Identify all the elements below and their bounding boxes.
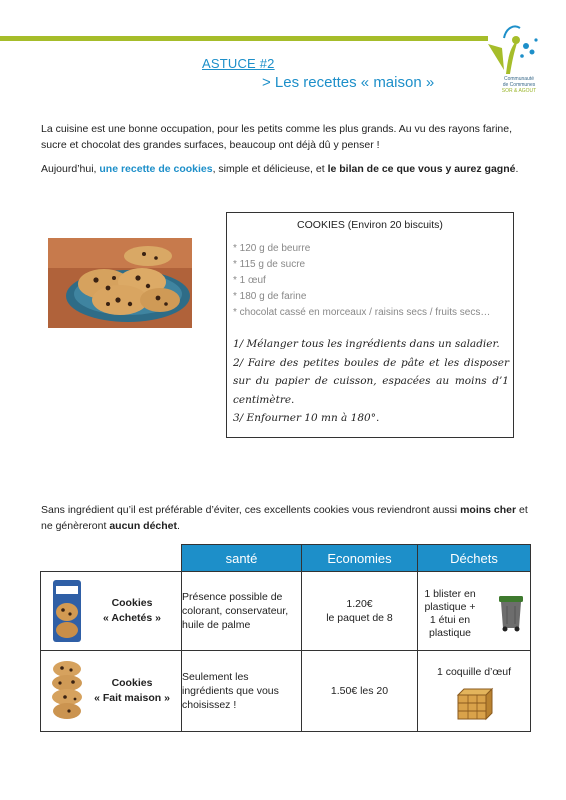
intro-p2-bold: le bilan de ce que vous y aurez gagné [327,163,516,175]
outro-start: Sans ingrédient qu’il est préférable d’éviter, ces excellents cookies vous reviendront aussi [41,504,461,516]
table-header-dechets: Déchets [418,545,531,572]
outro-mid: et ne génèreront [41,504,528,532]
recipe-link-text: une recette de cookies [99,163,213,175]
ingredient-item: * chocolat cassé en morceaux / raisins secs / fruits secs… [233,307,491,318]
ingredient-item: * 120 g de beurre [233,243,311,254]
intro-p2-mid: , simple et délicieuse, et [212,163,328,175]
ingredient-item: * 1 œuf [233,275,266,286]
logo-line-3: SOR & AGOUT [501,88,537,94]
economies-cell [302,572,418,651]
compost-crate-icon [456,687,494,721]
page-title: > Les recettes « maison » [262,74,435,91]
recipe-step: 2/ Faire des petites boules de pâte et les disposer sur du papier de cuisson, espacées au moins d’1 centimètre. [233,356,509,406]
homemade-cookie-stack-image [51,657,83,723]
dechets-line: plastique + [424,601,476,613]
row-label-purchased [87,572,177,650]
recipe-title: COOKIES (Environ 20 biscuits) [297,219,443,231]
store-cookie-pack-image [51,578,83,644]
comparison-table [40,544,531,732]
row-label-homemade [87,651,177,731]
dechets-cell [418,572,531,651]
intro-p2-start: Aujourd’hui, [41,163,100,175]
conclusion-paragraph [41,502,531,534]
logo-line-2: de Communes [502,82,536,88]
row-label-cell [41,572,182,651]
table-row [41,651,531,732]
sante-cell: Présence possible de colorant, conservateur, huile de palme [182,572,302,651]
dechets-line: plastique [428,627,472,639]
recipe-step: 3/ Enfourner 10 mn à 180°. [233,412,380,424]
dechets-cell [418,651,531,732]
table-header-economies: Economies [302,545,418,572]
trash-bin-icon [498,594,524,632]
row-label-line: Cookies [111,677,153,689]
ingredient-item: * 115 g de sucre [233,259,306,270]
outro-bold-cheaper: moins cher [460,504,517,516]
ingredient-item: * 180 g de farine [233,291,307,302]
header-green-bar [0,36,488,41]
table-row [41,572,531,651]
outro-end: . [177,520,180,532]
intro-p2-end: . [515,163,519,175]
economies-line: 1.20€ [346,598,373,610]
economies-line: 1.50€ les 20 [330,685,389,697]
intro-paragraph: La cuisine est une bonne occupation, pour les petits comme les plus grands. Au vu des rayons farine, sucre et chocolat des grandes surfaces, beaucoup ont déjà dû y penser ! [41,123,513,151]
row-label-cell [41,651,182,732]
row-label-wrap [41,572,181,650]
row-label-wrap [41,651,181,731]
row-label-line: « Achetés » [103,612,161,624]
cookie-plate-photo [48,238,192,328]
dechets-line: 1 étui en [429,614,471,626]
table-header-blank [41,545,182,572]
intro-highlight-paragraph [41,161,531,177]
recipe-box [226,212,514,438]
outro-bold-no-waste: aucun déchet [109,520,177,532]
sante-cell: Seulement les ingrédients que vous choisissez ! [182,651,302,732]
logo-caption [482,76,556,94]
economies-cell [302,651,418,732]
dechets-text [420,588,480,640]
economies-line: le paquet de 8 [326,612,393,624]
dechets-line: 1 blister en [424,588,476,600]
table-header-row [41,545,531,572]
recipe-steps [233,335,509,428]
astuce-heading: ASTUCE #2 [202,56,275,71]
ingredient-list [233,241,490,321]
recipe-step: 1/ Mélanger tous les ingrédients dans un saladier. [233,338,500,350]
table-header-sante: santé [182,545,302,572]
dechets-text: 1 coquille d’œuf [436,666,512,678]
row-label-line: Cookies [111,597,153,609]
logo-line-1: Communauté [503,76,534,82]
row-label-line: « Fait maison » [94,692,170,704]
